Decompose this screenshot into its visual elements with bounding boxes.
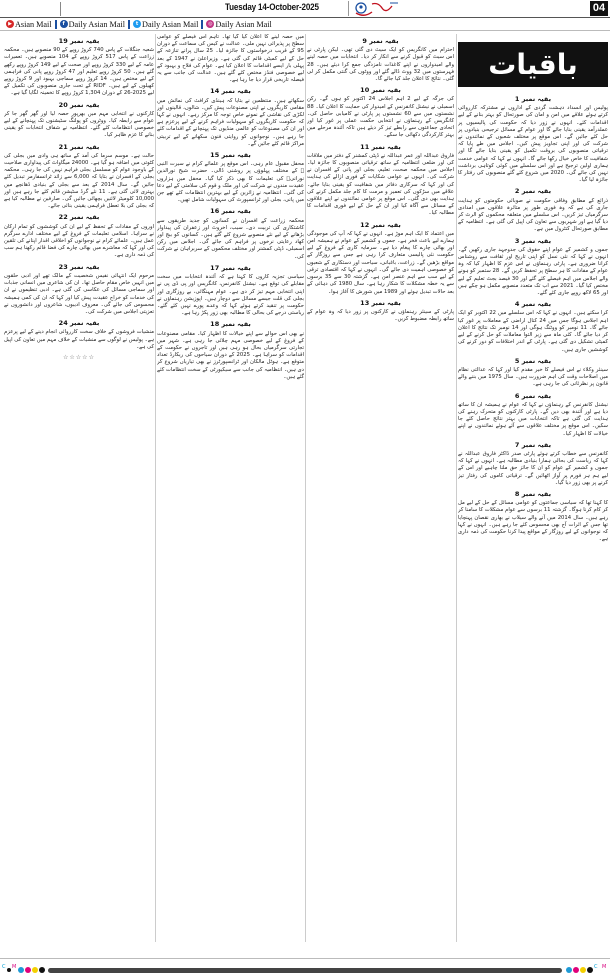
registration-m: M — [602, 964, 607, 970]
column-divider — [305, 34, 306, 942]
article-continuation — [458, 238, 608, 298]
yellow-swatch — [580, 967, 586, 973]
continuation-heading: بقیہ نمبر 5 — [514, 356, 552, 365]
continuation-body: سیاسی تجزیہ کاروں کا کہنا ہے کہ آئندہ انتخابات میں سخت مقابلے کی توقع ہے۔ نیشنل کانفرنس، کانگریس اور پی ڈی پی نے اپنی انتخابی مہم تیز کر دی ہے۔ عوام مہنگائی، بے روزگاری اور بجلی کی قلت جیسے مسائل سے دوچار ہیں۔ اپوزیشن رہنماؤں نے حکومت پر تنقید کرتے ہوئے کہا کہ وعدے پورے نہیں کئے گئے۔ ریاستی درجے کی بحالی کا مطالبہ بھی زور پکڑ رہا ہے۔ — [157, 274, 304, 317]
continuation-body: مرحوم ایک انتہائی نفیس شخصیت کے مالک تھے اور ادبی حلقوں میں انہیں خاص مقام حاصل تھا۔ ان کی شاعری میں انسانی جذبات اور سماجی مسائل کی عکاسی کی گئی ہے۔ ادبی تنظیموں نے ان کی خدمات کو خراج عقیدت پیش کیا اور کہا کہ ان کی کمی ہمیشہ محسوس کی جائے گی۔ معروف ادیبوں، شاعروں اور دانشوروں نے تعزیتی اجلاس میں شرکت کی۔ — [4, 272, 154, 315]
article-continuation — [157, 265, 304, 317]
column-4 — [4, 34, 154, 942]
continuation-heading: بقیہ نمبر 3 — [514, 236, 552, 245]
issue-date: Tuesday 14-October-2025 — [225, 2, 319, 13]
continuation-body: سینئر وکلاء نے اس فیصلے کا خیر مقدم کیا اور کہا کہ عدالتی نظام میں اصلاحات وقت کی اہم ضرورت ہیں۔ سال 1975 میں بننے والے قانون پر نظرثانی کی جا رہی ہے۔ — [458, 366, 608, 388]
continuation-heading: بقیہ نمبر 22 — [58, 213, 100, 222]
continuation-body: پولیس اور انسداد دہشت گردی کے اداروں نے مشترکہ کارروائی کرتے ہوئے علاقے میں امن و امان کی صورتحال کو بہتر بنانے کے لیے اقدامات کئے۔ انہوں نے زور دیا کہ حکومت کی پالیسیوں پر عملدرآمد یقینی بنایا جائے گا اور عوام کے مسائل ترجیحی بنیادوں پر حل کئے جائیں گے۔ اس موقع پر مختلف شعبوں کے نمائندوں نے شرکت کی اور اپنی تجاویز پیش کیں۔ اجلاس میں طے پایا کہ ترقیاتی منصوبوں کی بروقت تکمیل کو یقینی بنایا جائے گا اور شفافیت کا خاص خیال رکھا جائے گا۔ انہوں نے کہا کہ عوامی خدمت ہماری اولین ترجیح ہے اور اس سلسلے میں کوئی کوتاہی برداشت نہیں کی جائے گی۔ 2020 میں شروع کئے گئے منصوبوں کی رفتار کا جائزہ لیا گیا۔ — [458, 105, 608, 184]
article-continuation — [4, 264, 154, 316]
black-swatch — [39, 967, 45, 973]
article-continuation — [307, 222, 454, 296]
article-continuation — [157, 152, 304, 204]
continuation-heading: بقیہ نمبر 4 — [514, 300, 552, 309]
page-number: 04 — [590, 1, 608, 16]
facebook-icon: f — [60, 20, 68, 28]
registration-c: C — [594, 964, 598, 970]
social-instagram[interactable] — [206, 20, 271, 29]
registration-m: M — [12, 964, 17, 970]
continuation-body: کی جرگہ کے لیے 2 اہم اجلاس 24 اکتوبر کو ہوں گے۔ رکن اسمبلی نے نیشنل کانفرنس کے امیدوار کی حمایت کا اعلان کیا۔ 88 نشستوں میں سے 60 نشستوں پر پارٹی نے کامیابی حاصل کی۔ کانگریس کے رہنماؤں نے انتخابی حکمت عملی پر غور کیا اور اتحادی جماعتوں سے رابطے تیز کر دیئے ہیں تاکہ آئندہ مرحلے میں بہتر کارکردگی دکھائی جا سکے۔ — [307, 96, 454, 139]
registration-mark — [7, 968, 11, 972]
section-banner: باقیات — [458, 42, 608, 87]
continuation-body: میں حصہ لینے کا اعلان کیا گیا تھا۔ تاہم اس فیصلے کو عوامی سطح پر پذیرائی نہیں ملی۔ عدالت نے کیس کی سماعت کے دوران 95 کے قریب درخواستوں کا جائزہ لیا۔ 25 سال پرانے تنازعہ کے حل کے لیے کمیٹی قائم کی گئی ہے۔ وزیراعلیٰ نے 1947 کے بعد پہلی بار ایسے اقدامات کا اعلان کیا ہے۔ عوام کی فلاح و بہبود کے لیے خصوصی فنڈز مختص کئے گئے ہیں۔ عدالت کی جانب سے یہ فیصلہ تاریخی قرار دیا جا رہا ہے۔ — [157, 34, 304, 84]
article-continuation — [458, 393, 608, 438]
article-continuation — [458, 96, 608, 184]
continuation-body: احترام میں کانگریس کو ایک سیٹ دی گئی تھی۔ لیکن پارٹی نے اس سیٹ کو قبول کرنے سے انکار کر دیا۔ انتخابات میں حصہ لینے والے امیدواروں نے اپنے کاغذات نامزدگی جمع کرا دیئے ہیں۔ 28 فہرستوں میں 32 ووٹ ڈالے گئے اور ووٹوں کی گنتی مکمل کر لی گئی۔ نتائج کا اعلان جلد کیا جائے گا۔ — [307, 47, 454, 83]
column-divider — [456, 34, 457, 942]
continuation-heading: بقیہ نمبر 20 — [58, 100, 100, 109]
social-label: Daily Asian Mail — [142, 19, 199, 29]
continuation-body: کا کہنا تھا کہ سیاسی جماعتوں کو عوامی مسائل کے حل کے لیے مل کر کام کرنا ہوگا۔ گزشتہ 11 برسوں سے عوام مشکلات کا سامنا کر رہے ہیں۔ سال 2014 میں آنے والے سیلاب نے بھاری نقصان پہنچایا تھا جس کے اثرات آج بھی محسوس کئے جا رہے ہیں۔ انہوں نے کہا کہ نوجوانوں کے لیے روزگار کے مواقع پیدا کرنا حکومت کی ذمہ داری ہے۔ — [458, 500, 608, 543]
continuation-heading: بقیہ نمبر 17 — [210, 263, 251, 272]
continuation-body: حالت ہے۔ موسم سرما کی آمد کے ساتھ ہی وادی میں بجلی کی کٹوتی میں اضافہ ہو گیا ہے۔ 24000 میگاواٹ کی پیداواری صلاحیت کے باوجود عوام کو مسلسل بجلی فراہم نہیں کی جا رہی۔ محکمہ بجلی کے افسران نے بتایا کہ 6,000 سے زائد ٹرانسفارمر تبدیل کئے جائیں گے۔ سال 2014 کے بعد سے بجلی کے بنیادی ڈھانچے میں بہتری لائی گئی ہے۔ 11 نئے گرڈ سٹیشن قائم کئے جا رہے ہیں اور 10,000 کلومیٹر لائنیں بچھائی جائیں گی۔ صارفین نے مطالبہ کیا ہے کہ بجلی کی بلا تعطل فراہمی یقینی بنائی جائے۔ — [4, 152, 154, 210]
article-continuation — [4, 214, 154, 259]
header-bottom-rule — [0, 30, 610, 31]
column-divider — [155, 34, 156, 942]
article-continuation — [157, 34, 304, 84]
continuation-heading: بقیہ نمبر 8 — [514, 489, 552, 498]
cyan-swatch — [18, 967, 24, 973]
youtube-icon: ▶ — [6, 20, 14, 28]
social-facebook[interactable] — [60, 20, 125, 29]
continuation-body: پارٹی کے سینئر رہنماؤں نے کارکنوں پر زور دیا کہ وہ عوام کے ساتھ رابطہ مضبوط کریں۔ — [307, 308, 454, 323]
continuation-heading: بقیہ نمبر 10 — [360, 86, 401, 95]
continuation-body: میں اعتماد کا ایک اہم موڑ ہے۔ انہوں نے کہا کہ آپ کی موجودگی ہمارے لیے باعث فخر ہے۔ جموں و کشمیر کے عوام نے ہمیشہ امن اور بھائی چارے کا پیغام دیا ہے۔ سرمایہ کاری کے فروغ کے لیے حکومت نئی پالیسی متعارف کرا رہی ہے جس سے روزگار کے مواقع بڑھیں گے۔ زراعت، باغبانی، سیاحت اور دستکاری کے شعبوں کو خصوصی اہمیت دی جائے گی۔ انہوں نے کہا کہ اقتصادی ترقی کے لیے سب سے اہم عنصر امن ہے۔ گزشتہ 30 سے 35 برسوں سے یہ خطہ مشکلات کا شکار رہا ہے۔ سال 1980 کی دہائی کے بعد حالات تبدیل ہوئے اور 1989 میں شورش کا آغاز ہوا۔ — [307, 230, 454, 295]
article-continuation — [4, 144, 154, 211]
continuation-body: شعبہ جنگلات کے پاس 740 کروڑ روپے کے 90 منصوبے ہیں۔ محکمہ زراعت کے پاس 517 کروڑ روپے کے 104 منصوبے ہیں۔ تعمیرات عامہ کے لیے 330 کروڑ روپے اور صحت کے لیے 149 کروڑ روپے رکھے گئے ہیں۔ 50 کروڑ روپے تعلیم اور 47 کروڑ روپے پانی کی فراہمی کے لیے مختص ہیں۔ 14 کروڑ روپے سماجی بہبود اور 9 کروڑ روپے کھیلوں کے لیے ہیں۔ RIDF کے تحت جاری منصوبوں کی تکمیل کے لیے 2025-26 کے دوران 1,304 کروڑ روپے کا تخمینہ لگایا گیا ہے۔ — [4, 47, 154, 97]
newspaper-logo — [352, 0, 402, 18]
continuation-heading: بقیہ نمبر 21 — [58, 142, 100, 151]
article-continuation — [458, 188, 608, 233]
column-3 — [157, 34, 304, 942]
social-divider — [128, 20, 130, 29]
continuation-heading: بقیہ نمبر 6 — [514, 391, 552, 400]
header-separator — [348, 1, 349, 16]
continuation-heading: بقیہ نمبر 23 — [58, 262, 100, 271]
column-1 — [458, 92, 608, 942]
article-continuation — [4, 320, 154, 351]
social-label: Asian Mail — [15, 19, 52, 29]
header-divider — [60, 2, 61, 16]
continuation-heading: بقیہ نمبر 19 — [58, 37, 100, 45]
social-label: Daily Asian Mail — [68, 19, 126, 29]
density-bar — [48, 968, 562, 973]
article-continuation — [307, 300, 454, 324]
continuation-body: محکمہ زراعت کے افسران نے کسانوں کو جدید طریقوں سے کاشتکاری کی تربیت دی۔ سیب، اخروٹ اور زعفران کی پیداوار بڑھانے کے لیے نئے منصوبے شروع کئے گئے ہیں۔ کسانوں کو بیج اور کھاد رعایتی نرخوں پر فراہم کی جائے گی۔ اجلاس میں رکن اسمبلی، ڈپٹی کمشنر اور مختلف محکموں کے سربراہان نے شرکت کی۔ — [157, 217, 304, 260]
continuation-heading: بقیہ نمبر 2 — [514, 187, 552, 196]
article-continuation — [458, 301, 608, 353]
article-continuation — [307, 38, 454, 83]
twitter-icon: t — [133, 20, 141, 28]
article-continuation — [157, 88, 304, 148]
social-label: Daily Asian Mail — [215, 19, 272, 29]
continuation-body: منشیات فروشوں کے خلاف سخت کارروائی انجام دینے کے لیے پرعزم ہے۔ پولیس نے لوگوں سے منشیات کے خلاف مہم میں تعاون کی اپیل کی ہے۔ — [4, 329, 154, 350]
continuation-body: سکھاتے ہیں۔ منتظمین نے بتایا کہ ہینڈی کرافٹ کی نمائش میں مقامی کاریگروں نے اپنی مصنوعات پیش کیں۔ شالوں، قالینوں اور لکڑی کی نقاشی کے نمونے خاص توجہ کا مرکز رہے۔ انہوں نے کہا کہ حکومت کاریگروں کو سہولیات فراہم کرنے کے لیے پرعزم ہے اور ان کی مصنوعات کو عالمی منڈیوں تک پہنچانے کے اقدامات کئے جا رہے ہیں۔ نوجوانوں کو روایتی فنون سکھانے کے لیے تربیتی مراکز قائم کئے جائیں گے۔ — [157, 97, 304, 147]
continuation-heading: بقیہ نمبر 7 — [514, 440, 552, 449]
continuation-body: محفل مقبول عام رہی۔ اس موقع پر علمائے کرام نے سیرت النبی ﷺ کے مختلف پہلوؤں پر روشنی ڈالی۔ حضرت شیخ نورالدین نورانیؒ کی تعلیمات کا بھی ذکر کیا گیا۔ محفل میں ہزاروں عقیدت مندوں نے شرکت کی اور ملک و قوم کی سلامتی کے لیے دعا کی گئی۔ انتظامیہ نے زائرین کے لیے بہترین انتظامات کئے تھے جن میں پانی، بجلی اور ٹرانسپورٹ کی سہولیات شامل تھیں۔ — [157, 161, 304, 204]
continuation-body: اوروں کے مفادات کے تحفظ کے لیے ان کی کوششوں کو تمام ارکان نے سراہا۔ اسلامی تعلیمات کے فروغ کے لیے مختلف ادارے سرگرم عمل ہیں۔ علمائے کرام نے نوجوانوں کو اخلاقی اقدار اپنانے کی تلقین کی اور کہا کہ معاشرے میں بھائی چارے کی فضا قائم رکھنا ہم سب کی ذمہ داری ہے۔ — [4, 223, 154, 259]
article-continuation — [458, 358, 608, 389]
article-continuation — [458, 491, 608, 543]
instagram-icon: ◎ — [208, 21, 213, 27]
continuation-heading: بقیہ نمبر 15 — [210, 151, 251, 160]
black-swatch — [587, 967, 593, 973]
continuation-heading: بقیہ نمبر 13 — [360, 298, 401, 307]
article-continuation — [157, 208, 304, 260]
article-continuation — [4, 38, 154, 98]
social-youtube[interactable] — [6, 20, 52, 29]
continuation-heading: بقیہ نمبر 14 — [210, 87, 251, 96]
social-divider — [55, 20, 57, 29]
continuation-heading: بقیہ نمبر 11 — [360, 142, 401, 151]
yellow-swatch — [32, 967, 38, 973]
continuation-body: نے بھی اس حوالے سے اپنے خیالات کا اظہار کیا۔ مقامی مصنوعات کے فروغ کے لیے خصوصی مہم چلائی جا رہی ہے۔ شہر میں تجارتی سرگرمیاں بحال ہو رہی ہیں اور تاجروں نے حکومت کے اقدامات کو سراہا ہے۔ 2025 کے دوران سیاحوں کی ریکارڈ تعداد متوقع ہے۔ ہوٹل مالکان اور ٹرانسپورٹرز نے بھی تیاریاں شروع کر دی ہیں۔ انتظامیہ کی جانب سے سیکیورٹی کے سخت انتظامات کئے گئے ہیں۔ — [157, 330, 304, 380]
cyan-swatch — [566, 967, 572, 973]
continuation-body: فاروق عبداللہ اور عمر عبداللہ نے ڈپٹی کمشنر کے دفتر میں ملاقات کی اور ضلعی انتظامیہ کے ساتھ ترقیاتی منصوبوں کا جائزہ لیا۔ اجلاس میں محکمہ صحت، تعلیم، بجلی اور پانی کے افسران نے شرکت کی۔ انہوں نے عوامی شکایات کے فوری ازالے کی ہدایت کی اور کہا کہ سرکاری دفاتر میں شفافیت کو یقینی بنایا جائے۔ علاقے میں سڑکوں کی تعمیر و مرمت کا کام جلد مکمل کرنے کی ہدایت بھی دی گئی۔ اس موقع پر عوامی نمائندوں نے اپنے علاقوں کے مسائل سے آگاہ کیا اور ان کے حل کے لیے فوری اقدامات کا مطالبہ کیا۔ — [307, 152, 454, 217]
end-stars: ☆☆☆☆☆ — [63, 353, 95, 361]
article-continuation — [4, 102, 154, 140]
continuation-heading: بقیہ نمبر 1 — [514, 95, 552, 103]
continuation-heading: بقیہ نمبر 24 — [58, 319, 100, 328]
continuation-body: کرا سکتے ہیں۔ انہوں نے کہا کہ اس سلسلے میں 22 اکتوبر کو ایک اہم اجلاس ہوگا جس میں 24 کنال اراضی کے معاملات پر غور کیا جائے گا۔ 11 نومبر کو ووٹنگ ہوگی اور 14 نومبر تک نتائج کا اعلان کر دیا جائے گا۔ کئی ماہ سے زیر التوا معاملات کو حل کرنے کے لیے کمیٹی تشکیل دی گئی ہے۔ پارٹی کے اندر اختلافات کو دور کرنے کی کوششیں جاری ہیں۔ — [458, 310, 608, 353]
continuation-body: کانفرنس سے خطاب کرتے ہوئے پارٹی صدر ڈاکٹر فاروق عبداللہ نے کہا کہ ریاست کی بحالی ہمارا بنیادی مطالبہ ہے۔ انہوں نے کہا کہ جموں و کشمیر کے عوام کو ان کا جائز حق ملنا چاہیے اور اس کے لیے ہم ہر فورم پر آواز اٹھائیں گے۔ ترقیاتی کاموں کی رفتار تیز کرنے پر بھی زور دیا گیا۔ — [458, 450, 608, 486]
magenta-swatch — [573, 967, 579, 973]
continuation-heading: بقیہ نمبر 12 — [360, 220, 401, 229]
continuation-body: نیشنل کانفرنس کے رہنماؤں نے کہا کہ عوام نے ہمیشہ ان کا ساتھ دیا ہے اور آئندہ بھی دیں گے۔ پارٹی کارکنوں کو متحرک رہنے کی ہدایت کی گئی ہے تاکہ انتخابات میں بہتر نتائج حاصل کئے جا سکیں۔ اس موقع پر مختلف علاقوں سے آئے ہوئے نمائندوں نے اپنے خیالات کا اظہار کیا۔ — [458, 401, 608, 437]
page-header — [0, 0, 610, 31]
magenta-swatch — [25, 967, 31, 973]
social-twitter[interactable] — [133, 20, 198, 29]
column-2 — [307, 34, 454, 942]
footer-rule — [0, 958, 610, 959]
registration-c: C — [2, 964, 6, 970]
continuation-heading: بقیہ نمبر 9 — [362, 37, 399, 45]
article-continuation — [458, 442, 608, 487]
article-continuation — [307, 87, 454, 139]
continuation-body: جموں و کشمیر کے عوام اپنے حقوق کی جدوجہد جاری رکھیں گے۔ انہوں نے کہا کہ نئی نسل کو اپنی تاریخ اور ثقافت سے روشناس کرانا ضروری ہے۔ پارٹی رہنماؤں نے اس عزم کا اظہار کیا کہ وہ عوام کے مفادات کا ہر سطح پر تحفظ کریں گے۔ 28 ستمبر کو ہونے والے اجلاس میں اہم فیصلے کئے گئے اور 30 فیصد بجٹ تعلیم کے لیے مختص کیا گیا۔ 2021 سے اب تک متعدد منصوبے مکمل ہو چکے ہیں اور 65 لاکھ روپے جاری کئے گئے۔ — [458, 246, 608, 297]
social-divider — [201, 20, 203, 29]
article-continuation — [307, 144, 454, 218]
continuation-body: ذرائع کے مطابق وفاقی حکومت نے صوبائی حکومتوں کو ہدایت جاری کی ہے کہ وہ فوری طور پر متاثرہ علاقوں میں امدادی سرگرمیاں تیز کریں۔ اس سلسلے میں متعلقہ محکموں کو الرٹ کر دیا گیا ہے اور شہریوں سے تعاون کی اپیل کی گئی ہے۔ انتظامیہ کے مطابق صورتحال کنٹرول میں ہے۔ — [458, 197, 608, 233]
print-color-bar — [0, 963, 610, 977]
social-links — [6, 18, 272, 30]
continuation-heading: بقیہ نمبر 16 — [210, 207, 251, 216]
continuation-body: کارکنوں نے انتخابی مہم میں بھرپور حصہ لیا اور گھر گھر جا کر عوام سے رابطہ کیا۔ ووٹروں کو پولنگ سٹیشنوں تک پہنچانے کے لیے خصوصی انتظامات کئے گئے۔ انتظامیہ نے شفاف انتخابات کو یقینی بنانے کا عزم ظاہر کیا۔ — [4, 110, 154, 139]
article-continuation — [157, 321, 304, 381]
continuation-heading: بقیہ نمبر 18 — [210, 320, 251, 329]
